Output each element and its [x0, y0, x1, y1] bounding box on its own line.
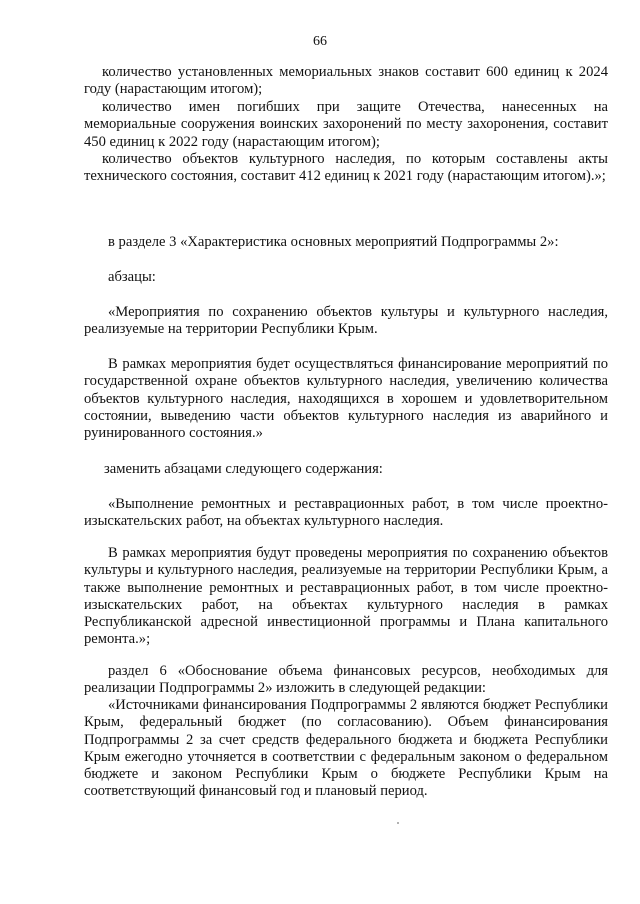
paragraph-heritage-acts: количество объектов культурного наследия, по которым составлены акты технического состояния, составит 412 единиц к 2021 году (нарастающим итогом).»; [84, 151, 608, 185]
paragraph-memorial-signs: количество установленных мемориальных знаков составит 600 единиц к 2024 году (нарастающим итогом); [84, 64, 608, 98]
paragraph-names-fallen: количество имен погибших при защите Отечества, нанесенных на мемориальные сооружения воинских захоронений по месту захоронения, составит 450 единиц к 2022 году (нарастающим итогом); [84, 99, 608, 150]
paragraph-new-measure-title: «Выполнение ремонтных и реставрационных работ, в том числе проектно-изыскательских работ, на объектах культурного наследия. [84, 496, 608, 530]
paragraph-new-measure-body: В рамках мероприятия будут проведены мероприятия по сохранению объектов культуры и культурного наследия, реализуемые на территории Республики Крым, а также выполнение ремонтных и реставрационных работ, в том числе проектно-изыскательских работ, на объектах культурного наследия в рамках Республиканской адресной инвестиционной программы и Плана капитального ремонта.»; [84, 545, 608, 648]
paragraph-section-3-intro: в разделе 3 «Характеристика основных мероприятий Подпрограммы 2»: [108, 234, 559, 250]
paragraph-financing-sources: «Источниками финансирования Подпрограммы 2 являются бюджет Республики Крым, федеральный бюджет (по согласованию). Объем финансирования Подпрограммы 2 за счет средств федерального бюджета и бюджета Республики Крым ежегодно уточняется в соответствии с федеральным законом о федеральном бюджете и законом Республики Крым о бюджете Республики Крым на соответствующий финансовый год и плановый период. [84, 697, 608, 800]
paragraph-old-measure-title: «Мероприятия по сохранению объектов культуры и культурного наследия, реализуемые на территории Республики Крым. [84, 304, 608, 338]
paragraph-old-measure-body: В рамках мероприятия будет осуществляться финансирование мероприятий по государственной охране объектов культурного наследия, увеличению количества объектов культурного наследия, находящихся в хорошем и удовлетворительном состоянии, выведению части объектов культурного наследия из аварийного и руинированного состояния.» [84, 356, 608, 442]
page-number: 66 [313, 34, 327, 49]
paragraph-abzacy: абзацы: [108, 269, 156, 285]
paragraph-section-6-intro: раздел 6 «Обоснование объема финансовых ресурсов, необходимых для реализации Подпрограммы 2» изложить в следующей редакции: [84, 663, 608, 697]
paragraph-replace-with: заменить абзацами следующего содержания: [104, 461, 383, 477]
scan-speck [397, 822, 399, 824]
